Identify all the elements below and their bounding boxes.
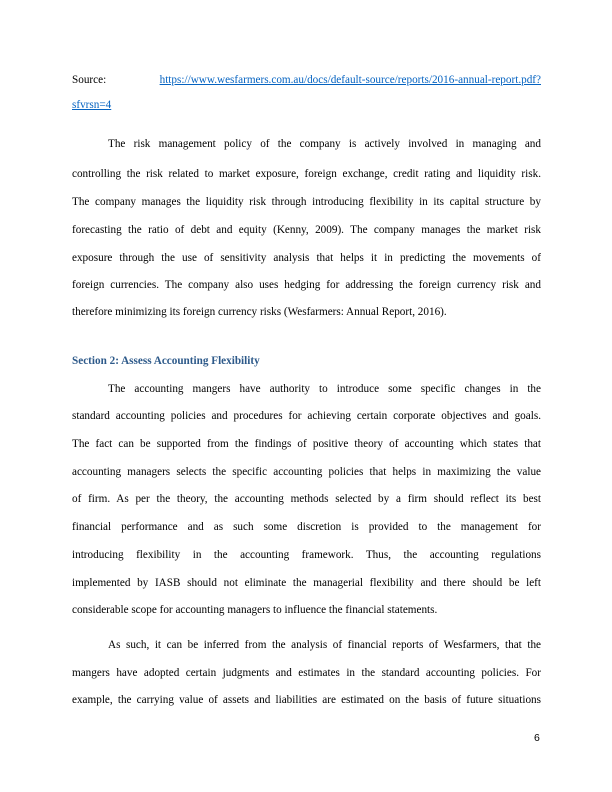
text-line: financial performance and as such some discretion is provided to the management for (72, 521, 541, 533)
source-label: Source: (72, 74, 107, 86)
text-line: accounting managers selects the specific accounting policies that helps in maximizing the value (72, 466, 541, 478)
document-page (72, 0, 541, 792)
page-number: 6 (534, 732, 540, 744)
text-line: exposure through the use of sensitivity analysis that helps it in predicting the movements of (72, 252, 541, 264)
text-line: As such, it can be inferred from the analysis of financial reports of Wesfarmers, that the (108, 639, 541, 651)
text-line: implemented by IASB should not eliminate the managerial flexibility and there should be left (72, 577, 541, 589)
text-line: example, the carrying value of assets and liabilities are estimated on the basis of future situations (72, 694, 541, 706)
text-line: standard accounting policies and procedures for achieving certain corporate objectives and goals. (72, 410, 541, 422)
section-heading: Section 2: Assess Accounting Flexibility (72, 355, 260, 367)
text-line: of firm. As per the theory, the accounting methods selected by a firm should reflect its best (72, 493, 541, 505)
text-line: The fact can be supported from the findings of positive theory of accounting which states that (72, 438, 541, 450)
text-line: controlling the risk related to market exposure, foreign exchange, credit rating and liquidity risk. (72, 168, 541, 180)
text-line: The accounting mangers have authority to introduce some specific changes in the (108, 383, 541, 395)
text-line: forecasting the ratio of debt and equity (Kenny, 2009). The company manages the market risk (72, 224, 541, 236)
source-link-line-2[interactable]: sfvrsn=4 (72, 99, 112, 111)
source-link-line-1[interactable]: https://www.wesfarmers.com.au/docs/default-source/reports/2016-annual-report.pdf? (159, 74, 541, 86)
text-line: introducing flexibility in the accounting framework. Thus, the accounting regulations (72, 549, 541, 561)
text-line: therefore minimizing its foreign currency risks (Wesfarmers: Annual Report, 2016). (72, 306, 447, 318)
text-line: The risk management policy of the company is actively involved in managing and (108, 138, 541, 150)
text-line: The company manages the liquidity risk through introducing flexibility in its capital structure by (72, 196, 541, 208)
text-line: mangers have adopted certain judgments and estimates in the standard accounting policies. For (72, 667, 541, 679)
text-line: considerable scope for accounting managers to influence the financial statements. (72, 604, 438, 616)
text-line: foreign currencies. The company also uses hedging for addressing the foreign currency risk and (72, 279, 541, 291)
